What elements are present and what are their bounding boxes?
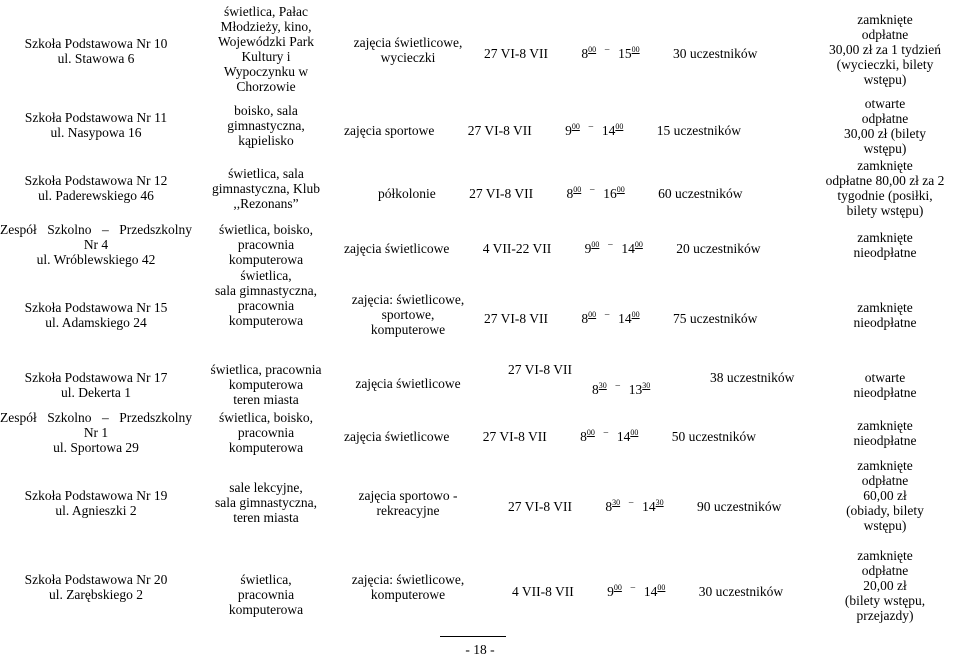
venue-line: pracownia <box>237 425 295 440</box>
fee-line: wstępu) <box>863 518 907 533</box>
school-name-cont: Nr 1 <box>83 425 109 440</box>
venue-line: świetlica, boisko, <box>218 222 314 237</box>
hour-from: 9 <box>607 584 614 599</box>
fee-line: tygodnie (posiłki, <box>837 188 933 203</box>
hour-from: 8 <box>592 382 599 397</box>
activity-line: sportowe, <box>381 307 435 322</box>
school-address: ul. Adamskiego 24 <box>45 315 147 330</box>
hour-from: 8 <box>581 46 589 61</box>
period: 4 VII-22 VII <box>482 241 552 256</box>
school-cell-5 <box>0 370 192 400</box>
school-address: ul. Nasypowa 16 <box>50 125 142 140</box>
hour-from: 8 <box>581 311 589 326</box>
fee-line: odpłatne <box>861 111 909 126</box>
fee-line: odpłatne <box>861 563 909 578</box>
fee-line: zamknięte <box>857 548 913 563</box>
period: 27 VI-8 VII <box>482 429 547 444</box>
venue-cell-7 <box>200 480 332 525</box>
fee-cell-0 <box>820 12 950 87</box>
venue-cell-2 <box>200 166 332 211</box>
venue-line: gimnastyczna, <box>227 118 305 133</box>
fee-line: zamknięte <box>857 158 913 173</box>
minute-to: 00 <box>630 428 639 437</box>
fee-line: odpłatne <box>861 27 909 42</box>
minute-from: 00 <box>588 45 597 54</box>
hour-to: 13 <box>628 382 643 397</box>
fee-line: 30,00 zł za 1 tydzień <box>828 42 942 57</box>
fee-cell-5 <box>820 370 950 400</box>
participants: 50 uczestników <box>671 429 757 444</box>
fee-line: otwarte <box>864 96 906 111</box>
fee-line: nieodpłatne <box>853 245 917 260</box>
venue-line: komputerowa <box>228 313 304 328</box>
venue-cell-4 <box>200 268 332 328</box>
activity-line: zajęcia świetlicowe, <box>353 35 463 50</box>
hour-to: 14 <box>618 311 632 326</box>
school-cell-0 <box>0 36 192 66</box>
hours <box>581 46 639 61</box>
participants: 20 uczestników <box>676 241 761 256</box>
venue-line: świetlica, Pałac <box>224 4 308 19</box>
schedule-cell-4 <box>484 307 810 326</box>
venue-line: świetlica, boisko, <box>218 410 314 425</box>
activity: zajęcia świetlicowe <box>344 241 450 256</box>
fee-line: wstępu) <box>863 72 907 87</box>
schedule-cell-2 <box>378 182 808 201</box>
venue-cell-5 <box>200 362 332 407</box>
school-name-cont: Nr 4 <box>83 237 109 252</box>
venue-line: świetlica, <box>240 572 292 587</box>
hour-to: 14 <box>643 584 658 599</box>
school-address: ul. Paderewskiego 46 <box>38 188 154 203</box>
venue-line: pracownia <box>237 587 295 602</box>
hour-from: 9 <box>565 123 572 138</box>
hour-from: 8 <box>605 499 613 514</box>
school-address: ul. Zarębskiego 2 <box>48 587 144 602</box>
fee-cell-6 <box>820 418 950 448</box>
period: 27 VI-8 VII <box>484 311 548 326</box>
venue-line: sale lekcyjne, <box>229 480 303 495</box>
school-name: Szkoła Podstawowa Nr 20 <box>24 572 168 587</box>
fee-line: (wycieczki, bilety <box>836 57 934 72</box>
activity-cell-0 <box>338 35 478 65</box>
minute-to: 30 <box>642 381 651 390</box>
activity-line: zajęcia sportowo - <box>358 488 458 503</box>
activity-line: rekreacyjne <box>376 503 440 518</box>
hour-from: 8 <box>580 429 587 444</box>
fee-cell-4 <box>820 300 950 330</box>
venue-line: świetlica, pracownia <box>210 362 322 377</box>
fee-line: nieodpłatne <box>853 433 917 448</box>
venue-line: świetlica, sala <box>228 166 304 181</box>
fee-line: nieodpłatne <box>853 385 917 400</box>
fee-cell-3 <box>820 230 950 260</box>
activity-line: wycieczki <box>380 50 436 65</box>
hours-cell-5 <box>592 378 702 397</box>
venue-line: Kultury i <box>241 49 291 64</box>
activity-line: komputerowe <box>370 587 446 602</box>
activity-line: zajęcia świetlicowe <box>355 376 461 391</box>
hours <box>567 186 625 201</box>
school-name: Zespół Szkolno – Przedszkolny <box>0 222 192 237</box>
hours <box>592 382 650 397</box>
school-cell-2 <box>0 173 192 203</box>
period: 27 VI-8 VII <box>508 499 572 514</box>
minute-to: 00 <box>631 45 640 54</box>
school-cell-8 <box>0 572 192 602</box>
minute-to: 00 <box>634 240 643 249</box>
activity-line: komputerowe <box>370 322 446 337</box>
fee-line: zamknięte <box>857 230 913 245</box>
fee-cell-7 <box>820 458 950 533</box>
venue-line: pracownia <box>237 237 295 252</box>
period: 27 VI-8 VII <box>469 186 534 201</box>
schedule-cell-6 <box>344 425 810 444</box>
participants: 60 uczestników <box>658 186 743 201</box>
period-cell-5 <box>508 362 588 377</box>
hour-to: 16 <box>603 186 617 201</box>
participants: 30 uczestników <box>673 46 758 61</box>
participants: 15 uczestników <box>656 123 742 138</box>
fee-line: odpłatne <box>861 473 909 488</box>
venue-line: sala gimnastyczna, <box>215 283 317 298</box>
fee-line: zamknięte <box>857 418 913 433</box>
venue-line: Wojewódzki Park <box>217 34 315 49</box>
period: 27 VI-8 VII <box>508 362 572 377</box>
participants: 90 uczestników <box>697 499 782 514</box>
fee-cell-1 <box>820 96 950 156</box>
participants: 75 uczestników <box>673 311 758 326</box>
fee-line: zamknięte <box>857 12 913 27</box>
hour-to: 15 <box>618 46 632 61</box>
venue-line: pracownia <box>237 298 295 313</box>
fee-line: (bilety wstępu, <box>844 593 926 608</box>
minute-from: 30 <box>612 498 621 507</box>
venue-line: świetlica, <box>240 268 292 283</box>
venue-line: Chorzowie <box>236 79 296 94</box>
activity: zajęcia sportowe <box>344 123 435 138</box>
school-cell-7 <box>0 488 192 518</box>
participants: 38 uczestników <box>710 370 795 385</box>
venue-line: Wypoczynku w <box>223 64 309 79</box>
school-address: ul. Sportowa 29 <box>53 440 139 455</box>
school-address: ul. Agnieszki 2 <box>55 503 137 518</box>
fee-line: (obiady, bilety <box>846 503 924 518</box>
minute-to: 00 <box>657 583 666 592</box>
venue-line: komputerowa <box>228 252 304 267</box>
activity-cell-8 <box>338 572 478 602</box>
venue-cell-8 <box>200 572 332 617</box>
venue-line: boisko, sala <box>234 103 298 118</box>
school-cell-4 <box>0 300 192 330</box>
hours <box>565 123 623 138</box>
hours <box>585 241 643 256</box>
fee-cell-2 <box>820 158 950 218</box>
period: 27 VI-8 VII <box>484 46 548 61</box>
school-name: Szkoła Podstawowa Nr 19 <box>24 488 168 503</box>
hour-from: 9 <box>584 241 592 256</box>
hours <box>607 584 665 599</box>
venue-line: komputerowa <box>228 377 304 392</box>
fee-line: otwarte <box>864 370 906 385</box>
activity: zajęcia świetlicowe <box>344 429 450 444</box>
fee-line: bilety wstępu) <box>846 203 924 218</box>
period: 27 VI-8 VII <box>467 123 532 138</box>
minute-to: 00 <box>616 185 625 194</box>
schedule-cell-3 <box>344 237 810 256</box>
school-address: ul. Stawowa 6 <box>57 51 135 66</box>
page-number: - 18 - <box>465 642 495 657</box>
schedule-cell-7 <box>508 495 810 514</box>
activity-cell-7 <box>338 488 478 518</box>
period: 4 VII-8 VII <box>512 584 574 599</box>
venue-line: teren miasta <box>233 510 299 525</box>
activity-line: zajęcia: świetlicowe, <box>351 572 465 587</box>
fee-line: zamknięte <box>857 458 913 473</box>
minute-to: 00 <box>631 310 640 319</box>
school-cell-3 <box>0 222 192 267</box>
venue-cell-6 <box>200 410 332 455</box>
venue-line: komputerowa <box>228 602 304 617</box>
school-name: Szkoła Podstawowa Nr 15 <box>24 300 168 315</box>
activity-cell-5 <box>338 376 478 391</box>
hour-to: 14 <box>621 241 635 256</box>
schedule-cell-0 <box>484 42 810 61</box>
activity: półkolonie <box>378 186 436 201</box>
hour-to: 14 <box>642 499 656 514</box>
hours <box>580 429 638 444</box>
participants: 30 uczestników <box>698 584 784 599</box>
footer-divider <box>440 636 506 637</box>
venue-cell-3 <box>200 222 332 267</box>
minute-from: 00 <box>591 240 600 249</box>
venue-line: komputerowa <box>228 440 304 455</box>
venue-line: kąpielisko <box>238 133 294 148</box>
hours <box>605 499 663 514</box>
minute-from: 00 <box>571 122 580 131</box>
fee-line: wstępu) <box>863 141 907 156</box>
school-name: Szkoła Podstawowa Nr 10 <box>24 36 168 51</box>
school-name: Szkoła Podstawowa Nr 12 <box>24 173 168 188</box>
fee-line: nieodpłatne <box>853 315 917 330</box>
fee-line: 30,00 zł (bilety <box>843 126 927 141</box>
hour-to: 14 <box>601 123 616 138</box>
schedule-cell-8 <box>512 580 812 599</box>
activity-line: zajęcia: świetlicowe, <box>351 292 465 307</box>
minute-to: 00 <box>615 122 624 131</box>
fee-line: 20,00 zł <box>863 578 907 593</box>
minute-from: 00 <box>613 583 622 592</box>
participants-cell-5 <box>710 370 814 385</box>
venue-cell-0 <box>200 4 332 94</box>
minute-from: 30 <box>598 381 607 390</box>
school-name: Zespół Szkolno – Przedszkolny <box>0 410 192 425</box>
fee-line: przejazdy) <box>856 608 914 623</box>
school-name: Szkoła Podstawowa Nr 11 <box>24 110 168 125</box>
venue-line: ,,Rezonans” <box>233 196 299 211</box>
schedule-cell-1 <box>344 119 804 138</box>
activity-cell-4 <box>338 292 478 337</box>
school-name: Szkoła Podstawowa Nr 17 <box>24 370 168 385</box>
minute-from: 00 <box>573 185 582 194</box>
venue-line: gimnastyczna, Klub <box>212 181 320 196</box>
school-address: ul. Wróblewskiego 42 <box>36 252 156 267</box>
minute-from: 00 <box>586 428 595 437</box>
venue-cell-1 <box>200 103 332 148</box>
fee-cell-8 <box>820 548 950 623</box>
minute-to: 30 <box>655 498 664 507</box>
hours <box>581 311 639 326</box>
fee-line: odpłatne 80,00 zł za 2 <box>825 173 945 188</box>
hour-from: 8 <box>566 186 574 201</box>
school-address: ul. Dekerta 1 <box>60 385 132 400</box>
fee-line: 60,00 zł <box>863 488 907 503</box>
minute-from: 00 <box>588 310 597 319</box>
hour-to: 14 <box>616 429 631 444</box>
school-cell-1 <box>0 110 192 140</box>
venue-line: Młodzieży, kino, <box>220 19 312 34</box>
venue-line: teren miasta <box>233 392 299 407</box>
school-cell-6 <box>0 410 192 455</box>
venue-line: sala gimnastyczna, <box>215 495 317 510</box>
fee-line: zamknięte <box>857 300 913 315</box>
